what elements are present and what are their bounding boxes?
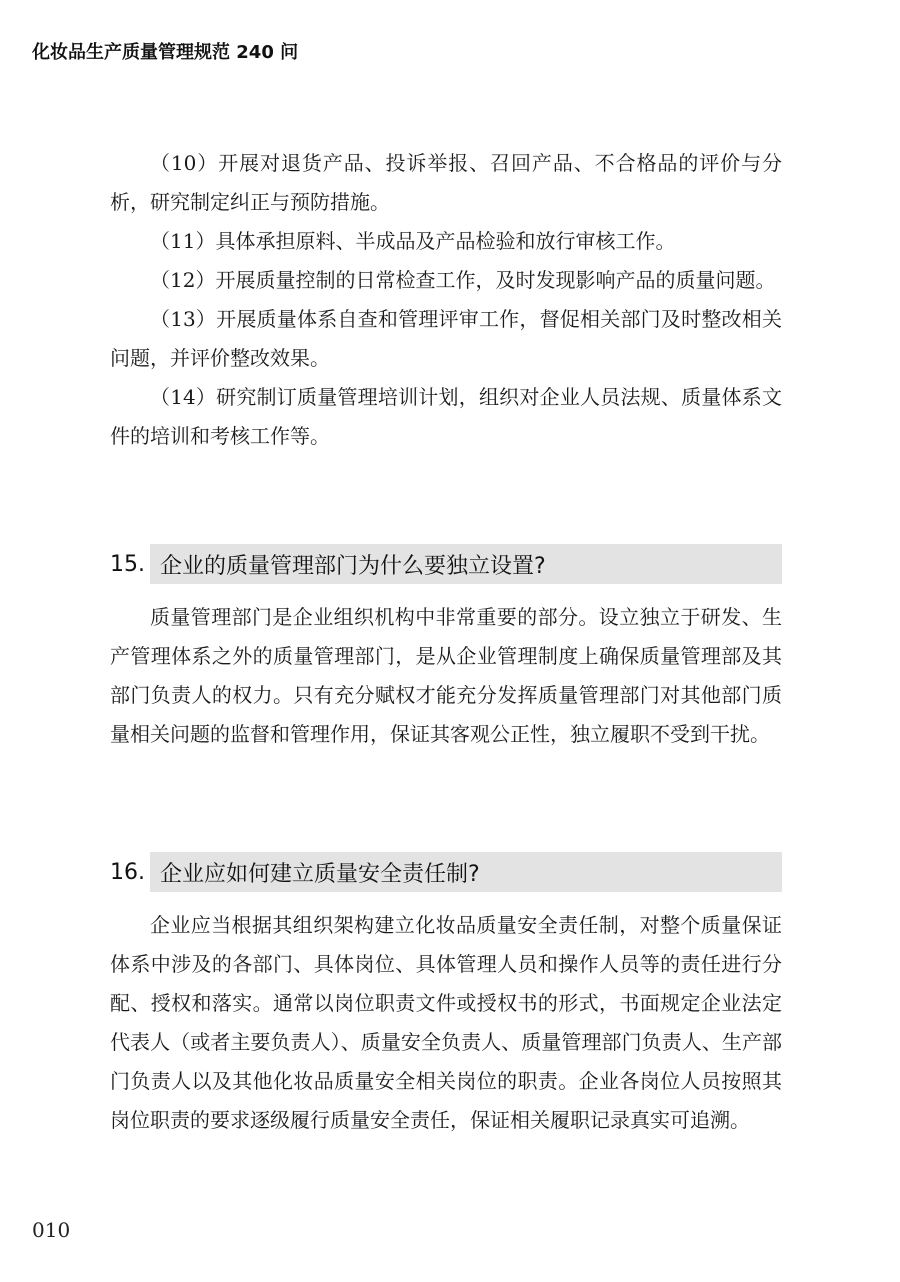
question-16-answer: [110, 906, 782, 1140]
answer-paragraph: 企业应当根据其组织架构建立化妆品质量安全责任制，对整个质量保证体系中涉及的各部门、具体岗位、具体管理人员和操作人员等的责任进行分配、授权和落实。通常以岗位职责文件或授权书的形式，书面规定企业法定代表人（或者主要负责人）、质量安全负责人、质量管理部门负责人、生产部门负责人以及其他化妆品质量安全相关岗位的职责。企业各岗位人员按照其岗位职责的要求逐级履行质量安全责任，保证相关履职记录真实可追溯。: [110, 913, 782, 1132]
answer-paragraph: 质量管理部门是企业组织机构中非常重要的部分。设立独立于研发、生产管理体系之外的质量管理部门，是从企业管理制度上确保质量管理部及其部门负责人的权力。只有充分赋权才能充分发挥质量管理部门对其他部门质量相关问题的监督和管理作用，保证其客观公正性，独立履职不受到干扰。: [110, 605, 782, 746]
question-number: 16.: [110, 859, 145, 885]
question-title: 企业应如何建立质量安全责任制?: [150, 852, 782, 892]
page-number: 010: [32, 1218, 71, 1242]
list-item: （12）开展质量控制的日常检查工作，及时发现影响产品的质量问题。: [150, 268, 776, 292]
question-title: 企业的质量管理部门为什么要独立设置?: [150, 544, 782, 584]
question-number: 15.: [110, 551, 145, 577]
question-15-heading: [110, 544, 782, 584]
question-15-answer: [110, 598, 782, 754]
list-item: （13）开展质量体系自查和管理评审工作，督促相关部门及时整改相关问题，并评价整改效果。: [110, 307, 782, 370]
question-16-heading: [110, 852, 782, 892]
list-item: （10）开展对退货产品、投诉举报、召回产品、不合格品的评价与分析，研究制定纠正与预防措施。: [110, 151, 782, 214]
list-item: （14）研究制订质量管理培训计划，组织对企业人员法规、质量体系文件的培训和考核工作等。: [110, 385, 782, 448]
duty-list: [110, 144, 782, 456]
list-item: （11）具体承担原料、半成品及产品检验和放行审核工作。: [150, 229, 676, 253]
running-header: 化妆品生产质量管理规范 240 问: [32, 42, 299, 63]
